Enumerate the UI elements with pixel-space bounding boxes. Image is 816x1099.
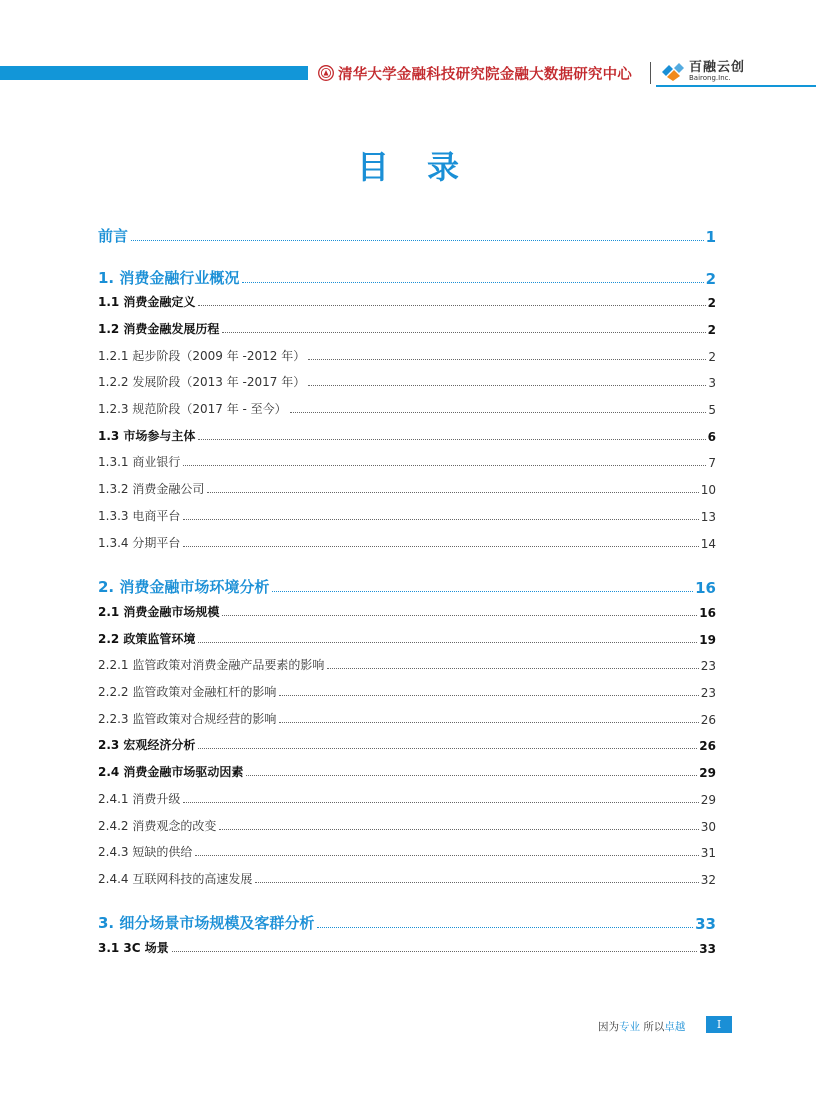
toc-entry[interactable] — [98, 710, 716, 727]
toc-entry-page: 33 — [699, 942, 716, 956]
toc-entry-page: 14 — [700, 537, 716, 551]
toc-entry-page: 16 — [695, 579, 716, 597]
toc-entry[interactable] — [98, 347, 716, 364]
toc-entry-label: 1.3.3 电商平台 — [98, 509, 181, 523]
toc-entry[interactable] — [98, 373, 716, 390]
toc-entry-label: 2.4.3 短缺的供给 — [98, 845, 193, 859]
toc-entry-label: 3.1 3C 场景 — [98, 941, 169, 955]
toc-entry[interactable] — [98, 736, 716, 753]
toc-dot-leader — [255, 882, 698, 883]
tsinghua-seal-icon — [318, 65, 334, 81]
toc-entry-label: 1.2.1 起步阶段（2009 年 -2012 年） — [98, 349, 306, 363]
toc-entry[interactable] — [98, 817, 716, 834]
toc-dot-leader — [172, 951, 698, 952]
toc-entry-page: 10 — [700, 483, 716, 497]
slogan-highlight-1: 专业 — [619, 1021, 640, 1033]
toc-entry-label: 1.3.2 消费金融公司 — [98, 482, 205, 496]
toc-entry-page: 2 — [705, 270, 716, 288]
toc-entry-page: 30 — [700, 820, 716, 834]
bairong-logo-icon — [660, 63, 686, 81]
toc-entry-label: 2.3 宏观经济分析 — [98, 738, 196, 752]
toc-dot-leader — [222, 615, 697, 616]
toc-entry-page: 29 — [700, 793, 716, 807]
toc-entry-page: 26 — [700, 713, 716, 727]
toc-entry-page: 2 — [707, 323, 716, 337]
toc-entry[interactable] — [98, 225, 716, 246]
toc-entry-label: 1.3.1 商业银行 — [98, 455, 181, 469]
toc-entry-page: 31 — [700, 846, 716, 860]
toc-dot-leader — [308, 385, 706, 386]
toc-dot-leader — [272, 591, 693, 592]
toc-dot-leader — [198, 305, 705, 306]
toc-entry[interactable] — [98, 320, 716, 337]
toc-entry[interactable] — [98, 870, 716, 887]
toc-entry-label: 1.2.2 发展阶段（2013 年 -2017 年） — [98, 375, 306, 389]
toc-entry-page: 19 — [699, 633, 716, 647]
toc-entry[interactable] — [98, 293, 716, 310]
toc-dot-leader — [327, 668, 698, 669]
slogan-highlight-2: 卓越 — [664, 1021, 686, 1033]
toc-dot-leader — [317, 927, 693, 928]
toc-entry-label: 1.1 消费金融定义 — [98, 295, 196, 309]
toc-dot-leader — [183, 546, 698, 547]
toc-entry-label: 1.3.4 分期平台 — [98, 536, 181, 550]
page-number: I — [706, 1016, 732, 1033]
header-separator — [650, 62, 651, 84]
toc-entry-label: 前言 — [98, 227, 129, 245]
toc-entry-page: 32 — [700, 873, 716, 887]
toc-entry-page: 5 — [708, 403, 716, 417]
toc-entry-label: 3. 细分场景市场规模及客群分析 — [98, 914, 315, 932]
toc-dot-leader — [183, 802, 698, 803]
toc-dot-leader — [279, 722, 698, 723]
header-org-name: 清华大学金融科技研究院金融大数据研究中心 — [338, 66, 632, 83]
toc-entry-label: 2.2.2 监管政策对金融杠杆的影响 — [98, 685, 277, 699]
toc-entry[interactable] — [98, 427, 716, 444]
slogan-part1: 因为 — [598, 1021, 619, 1033]
toc-entry-page: 2 — [708, 350, 716, 364]
brand-name-cn: 百融云创 — [689, 60, 746, 75]
toc-entry-label: 2.2.1 监管政策对消费金融产品要素的影响 — [98, 658, 325, 672]
toc-dot-leader — [290, 412, 707, 413]
toc-entry[interactable] — [98, 400, 716, 417]
toc-dot-leader — [131, 240, 704, 241]
toc-entry-label: 2. 消费金融市场环境分析 — [98, 578, 270, 596]
toc-dot-leader — [222, 332, 705, 333]
toc-entry-label: 2.2 政策监管环境 — [98, 632, 196, 646]
toc-entry-label: 2.4.2 消费观念的改变 — [98, 819, 217, 833]
toc-dot-leader — [242, 282, 703, 283]
toc-dot-leader — [198, 748, 697, 749]
toc-entry[interactable] — [98, 843, 716, 860]
toc-dot-leader — [198, 642, 697, 643]
toc-entry[interactable] — [98, 656, 716, 673]
toc-dot-leader — [219, 829, 698, 830]
toc-entry-label: 2.2.3 监管政策对合规经营的影响 — [98, 712, 277, 726]
toc-entry-page: 13 — [700, 510, 716, 524]
toc-entry-page: 3 — [708, 376, 716, 390]
toc-entry-page: 7 — [708, 456, 716, 470]
toc-entry-page: 23 — [700, 659, 716, 673]
toc-entry[interactable] — [98, 912, 716, 933]
toc-entry[interactable] — [98, 939, 716, 956]
toc-entry-label: 2.4.1 消费升级 — [98, 792, 181, 806]
toc-entry-page: 23 — [700, 686, 716, 700]
header-brand — [660, 61, 745, 82]
toc-entry[interactable] — [98, 763, 716, 780]
toc-entry[interactable] — [98, 534, 716, 551]
toc-entry-label: 1.3 市场参与主体 — [98, 429, 196, 443]
toc-entry-page: 16 — [699, 606, 716, 620]
toc-entry-label: 1. 消费金融行业概况 — [98, 269, 240, 287]
toc-entry-page: 33 — [695, 915, 716, 933]
brand-name-en: Bairong.Inc. — [689, 74, 731, 82]
toc-dot-leader — [183, 519, 698, 520]
toc-dot-leader — [308, 359, 706, 360]
slogan-part2: 所以 — [640, 1021, 665, 1033]
toc-dot-leader — [207, 492, 698, 493]
toc-entry-page: 29 — [699, 766, 716, 780]
toc-entry-page: 2 — [707, 296, 716, 310]
toc-dot-leader — [195, 855, 698, 856]
toc-entry-page: 6 — [707, 430, 716, 444]
toc-entry[interactable] — [98, 576, 716, 597]
header-org — [318, 62, 632, 84]
toc-entry[interactable] — [98, 603, 716, 620]
toc-entry-label: 2.1 消费金融市场规模 — [98, 605, 220, 619]
toc-entry[interactable] — [98, 453, 716, 470]
toc-entry[interactable] — [98, 267, 716, 288]
toc-entry-label: 2.4.4 互联网科技的高速发展 — [98, 872, 253, 886]
toc-dot-leader — [279, 695, 698, 696]
footer-slogan — [598, 1019, 685, 1034]
toc-dot-leader — [198, 439, 705, 440]
toc-entry[interactable] — [98, 507, 716, 524]
toc-entry[interactable] — [98, 683, 716, 700]
toc-entry[interactable] — [98, 790, 716, 807]
header-right-rule — [656, 85, 816, 87]
toc-entry-page: 26 — [699, 739, 716, 753]
toc-entry[interactable] — [98, 630, 716, 647]
toc-entry-label: 2.4 消费金融市场驱动因素 — [98, 765, 244, 779]
header-accent-bar — [0, 66, 308, 80]
toc-entry-page: 1 — [705, 228, 716, 246]
toc-entry-label: 1.2 消费金融发展历程 — [98, 322, 220, 336]
toc-dot-leader — [183, 465, 706, 466]
toc-entry-label: 1.2.3 规范阶段（2017 年 - 至今） — [98, 402, 287, 416]
page-title: 目录 — [356, 148, 497, 186]
toc-dot-leader — [246, 775, 697, 776]
toc-entry[interactable] — [98, 480, 716, 497]
